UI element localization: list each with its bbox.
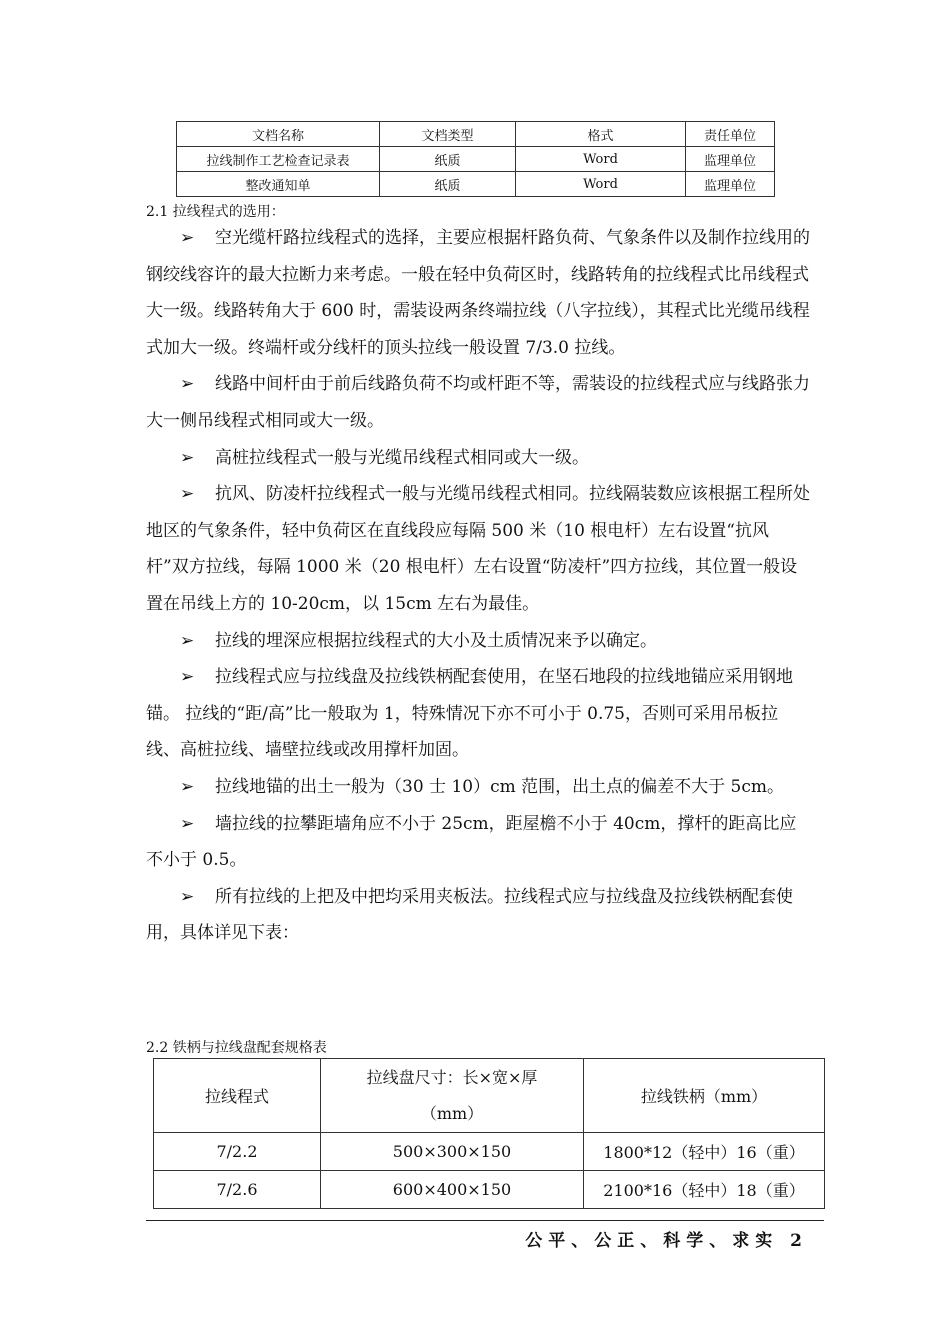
table-cell: 纸质 <box>380 172 516 197</box>
section-body <box>146 220 811 952</box>
header-cell: 格式 <box>516 122 686 147</box>
spec-table <box>153 1058 825 1209</box>
table-cell: 600×400×150 <box>321 1171 584 1209</box>
section-title: 2.2 铁柄与拉线盘配套规格表 <box>146 1040 327 1056</box>
header-line: 拉线盘尺寸：长×宽×厚 <box>366 1067 538 1087</box>
header-cell: 拉线程式 <box>154 1059 321 1133</box>
table-row <box>154 1133 825 1171</box>
paragraph-text: 拉线地锚的出土一般为（30 士 10）cm 范围，出土点的偏差不大于 5cm。 <box>215 776 784 797</box>
bullet-paragraph <box>146 659 811 769</box>
table-row <box>154 1171 825 1209</box>
table-cell: 监理单位 <box>686 147 775 172</box>
header-cell: 文档类型 <box>380 122 516 147</box>
table-cell: Word <box>516 147 686 172</box>
bullet-paragraph <box>146 769 811 806</box>
header-cell: 文档名称 <box>177 122 380 147</box>
table-cell: 2100*16（轻中）18（重） <box>584 1171 825 1209</box>
bullet-paragraph <box>146 220 811 366</box>
paragraph-text: 拉线的埋深应根据拉线程式的大小及土质情况来予以确定。 <box>215 630 657 651</box>
table-row <box>177 147 775 172</box>
bullet-paragraph <box>146 440 811 477</box>
arrow-bullet-icon: ➢ <box>180 813 195 834</box>
table-cell: 监理单位 <box>686 172 775 197</box>
table-row <box>177 172 775 197</box>
arrow-bullet-icon: ➢ <box>180 886 195 907</box>
arrow-bullet-icon: ➢ <box>180 667 195 688</box>
arrow-bullet-icon: ➢ <box>180 776 195 797</box>
paragraph-text: 线路中间杆由于前后线路负荷不均或杆距不等，需装设的拉线程式应与线路张力大一侧吊线程式相同或大一级。 <box>146 374 810 431</box>
table-cell: 1800*12（轻中）16（重） <box>584 1133 825 1171</box>
arrow-bullet-icon: ➢ <box>180 630 195 651</box>
footer-divider <box>146 1220 824 1221</box>
paragraph-text: 拉线程式应与拉线盘及拉线铁柄配套使用，在坚石地段的拉线地锚应采用钢地锚。 拉线的“距/高”比一般取为 1，特殊情况下亦不可小于 0.75，否则可采用吊板拉线、高桩拉线、墙壁拉线或改用撑杆加固。 <box>146 667 793 761</box>
table-cell: 整改通知单 <box>177 172 380 197</box>
table-header-row <box>177 122 775 147</box>
bullet-paragraph <box>146 476 811 622</box>
table-cell: 拉线制作工艺检查记录表 <box>177 147 380 172</box>
header-cell: 责任单位 <box>686 122 775 147</box>
paragraph-text: 空光缆杆路拉线程式的选择，主要应根据杆路负荷、气象条件以及制作拉线用的钢绞线容许的最大拉断力来考虑。一般在轻中负荷区时，线路转角的拉线程式比吊线程式大一级。线路转角大于 600 时，需装设两条终端拉线（八字拉线），其程式比光缆吊线程式加大一级。终端杆或分线杆的顶头拉线一般设置 7/3.0 拉线。 <box>146 228 810 358</box>
paragraph-text: 高桩拉线程式一般与光缆吊线程式相同或大一级。 <box>215 447 589 468</box>
bullet-paragraph <box>146 879 811 952</box>
bullet-paragraph <box>146 366 811 439</box>
table-cell: 500×300×150 <box>321 1133 584 1171</box>
table-cell: Word <box>516 172 686 197</box>
table-cell: 7/2.6 <box>154 1171 321 1209</box>
arrow-bullet-icon: ➢ <box>180 374 195 395</box>
section-title: 2.1 拉线程式的选用： <box>146 204 285 220</box>
arrow-bullet-icon: ➢ <box>180 228 195 248</box>
arrow-bullet-icon: ➢ <box>180 447 195 468</box>
document-table <box>176 121 775 197</box>
header-line: （mm） <box>420 1103 484 1123</box>
paragraph-text: 所有拉线的上把及中把均采用夹板法。拉线程式应与拉线盘及拉线铁柄配套使用，具体详见下表： <box>146 886 793 944</box>
footer-text: 公平、公正、科学、求实 2 <box>525 1231 808 1251</box>
arrow-bullet-icon: ➢ <box>180 484 195 505</box>
header-cell <box>321 1059 584 1133</box>
table-cell: 纸质 <box>380 147 516 172</box>
bullet-paragraph <box>146 806 811 879</box>
table-cell: 7/2.2 <box>154 1133 321 1171</box>
header-cell: 拉线铁柄（mm） <box>584 1059 825 1133</box>
bullet-paragraph <box>146 623 811 660</box>
paragraph-text: 抗风、防凌杆拉线程式一般与光缆吊线程式相同。拉线隔装数应该根据工程所处地区的气象条件，轻中负荷区在直线段应每隔 500 米（10 根电杆）左右设置“抗风杆”双方拉线，每隔 1000 米（20 根电杆）左右设置“防凌杆”四方拉线，其位置一般设置在吊线上方的 10-20cm，以 15cm 左右为最佳。 <box>146 484 810 614</box>
paragraph-text: 墙拉线的拉攀距墙角应不小于 25cm，距屋檐不小于 40cm，撑杆的距高比应不小于 0.5。 <box>146 813 797 871</box>
table-header-row <box>154 1059 825 1133</box>
